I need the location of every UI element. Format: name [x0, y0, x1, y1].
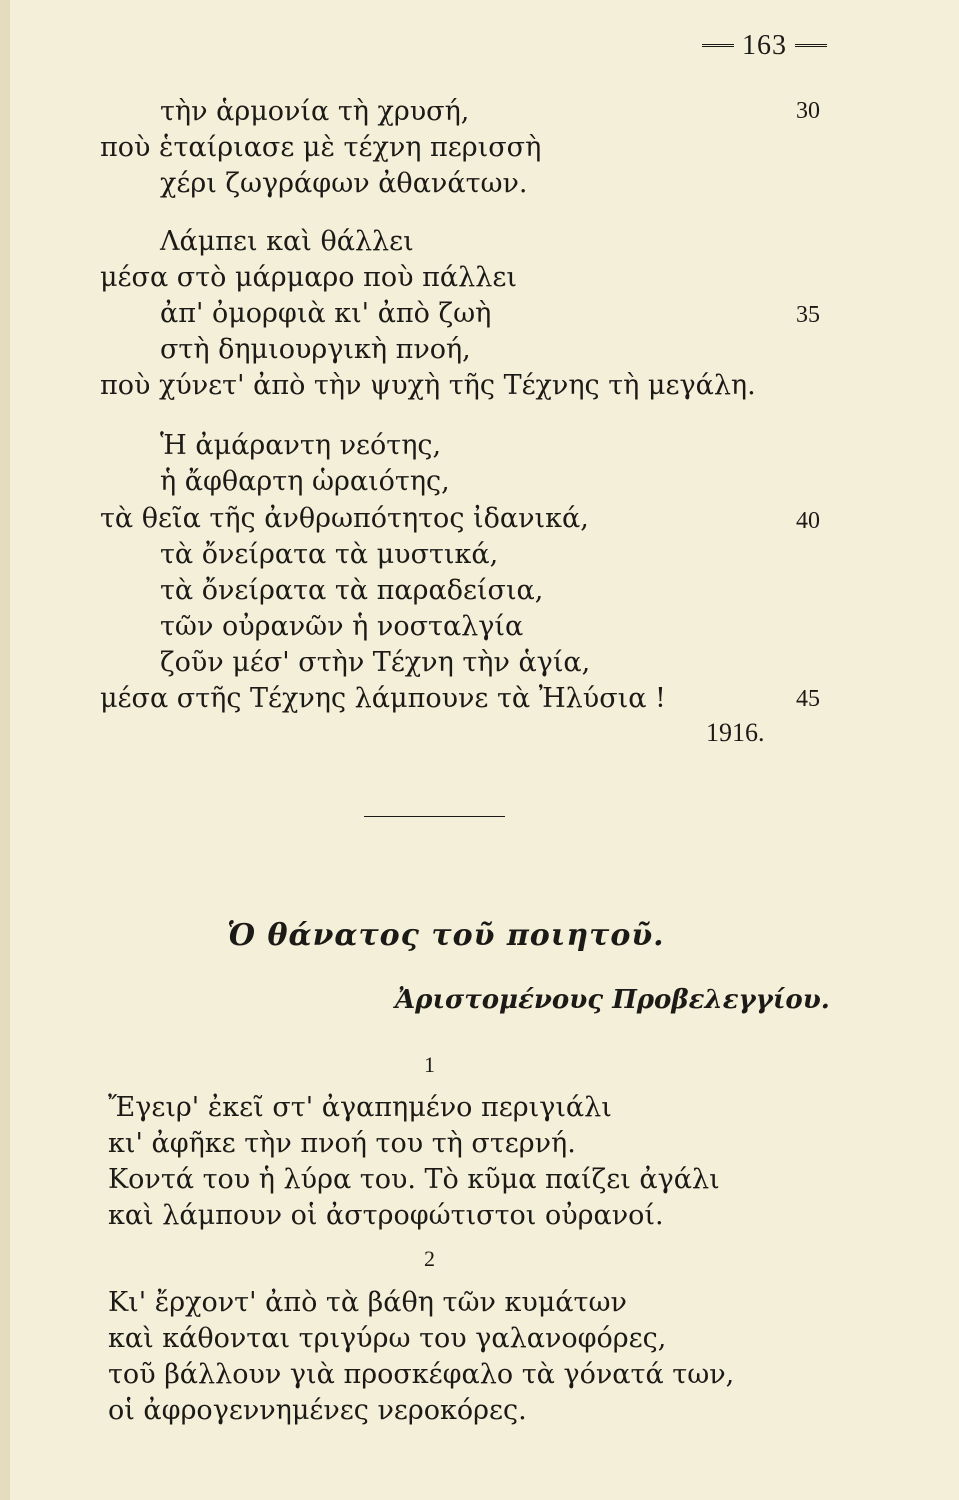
- stanza-number: 2: [424, 1246, 435, 1271]
- poem-line: τὰ θεῖα τῆς ἀνθρωπότητος ἰδανικά,: [100, 503, 589, 534]
- poem-line: Κι' ἔρχοντ' ἀπὸ τὰ βάθη τῶν κυμάτων: [108, 1287, 627, 1318]
- section-divider: [364, 816, 505, 817]
- header-rule-right: [795, 44, 827, 52]
- poem-line: τῶν οὐρανῶν ἡ νοσταλγία: [160, 611, 524, 642]
- poem-line: ἡ ἄφθαρτη ὡραιότης,: [160, 466, 450, 497]
- poem-line: τὰ ὄνείρατα τὰ παραδείσια,: [160, 575, 544, 606]
- poem-line: Κοντά του ἡ λύρα του. Τὸ κῦμα παίζει ἀγάλι: [108, 1164, 720, 1195]
- poem-date: 1916.: [706, 718, 765, 747]
- page-number: 163: [742, 30, 787, 61]
- poem-line: μέσα στὸ μάρμαρο ποὺ πάλλει: [100, 262, 517, 293]
- poem-line: στὴ δημιουργικὴ πνοή,: [160, 334, 471, 365]
- poem-line: καὶ λάμπουν οἱ ἀστροφώτιστοι οὐρανοί.: [108, 1200, 664, 1231]
- poem-title: Ὁ θάνατος τοῦ ποιητοῦ.: [227, 918, 665, 953]
- header-rule-left: [702, 44, 734, 52]
- poem-line: χέρι ζωγράφων ἀθανάτων.: [160, 168, 528, 199]
- line-number: 40: [796, 508, 820, 534]
- page-edge: [0, 0, 10, 1500]
- poem-line: τὰ ὄνείρατα τὰ μυστικά,: [160, 539, 499, 570]
- poem-line: μέσα στῆς Τέχνης λάμπουνε τὰ Ἠλύσια !: [100, 683, 666, 714]
- poem-line: καὶ κάθονται τριγύρω του γαλανοφόρες,: [108, 1323, 667, 1354]
- poem-line: Ἔγειρ' ἐκεῖ στ' ἀγαπημένο περιγιάλι: [108, 1092, 612, 1123]
- poem-line: Ἡ ἀμάραντη νεότης,: [160, 430, 442, 461]
- poem-line: τοῦ βάλλουν γιὰ προσκέφαλο τὰ γόνατά των,: [108, 1359, 735, 1390]
- poem-line: ἀπ' ὀμορφιὰ κι' ἀπὸ ζωὴ: [160, 298, 492, 329]
- page-header: [702, 30, 827, 62]
- line-number: 35: [796, 302, 820, 328]
- line-number: 45: [796, 686, 820, 712]
- poem-line: ποὺ ἑταίριασε μὲ τέχνη περισσὴ: [100, 132, 542, 163]
- poem-author: Ἀριστομένους Προβελεγγίου.: [395, 985, 830, 1015]
- poem-line: τὴν ἁρμονία τὴ χρυσή,: [160, 96, 470, 127]
- poem-line: Λάμπει καὶ θάλλει: [160, 226, 414, 257]
- line-number: 30: [796, 98, 820, 124]
- poem-line: ζοῦν μέσ' στὴν Τέχνη τὴν ἁγία,: [160, 647, 591, 678]
- poem-line: ποὺ χύνετ' ἀπὸ τὴν ψυχὴ τῆς Τέχνης τὴ μεγάλη.: [100, 370, 756, 401]
- poem-line: κι' ἀφῆκε τὴν πνοή του τὴ στερνή.: [108, 1128, 576, 1159]
- stanza-number: 1: [424, 1052, 435, 1077]
- poem-line: οἱ ἀφρογεννημένες νεροκόρες.: [108, 1395, 527, 1426]
